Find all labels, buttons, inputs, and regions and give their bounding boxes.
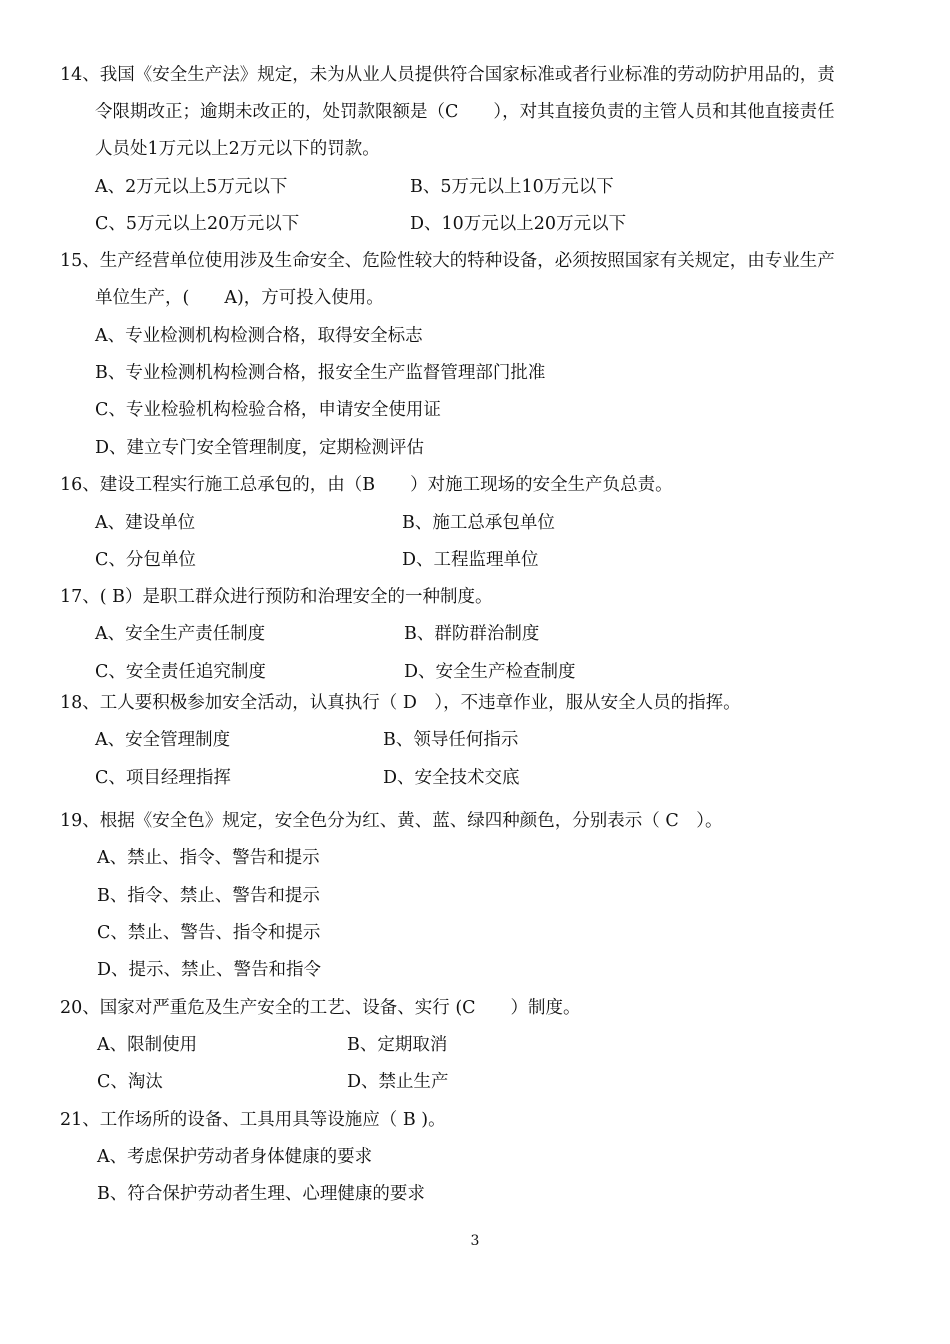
question-16-option-a: A、建设单位 [95, 513, 196, 533]
question-21-line-1: 21、工作场所的设备、工具用具等设施应（ B )。 [60, 1110, 446, 1130]
question-15-line-2: 单位生产，( A)，方可投入使用。 [95, 288, 384, 308]
question-17-option-d: D、安全生产检查制度 [404, 662, 576, 682]
question-15-option-a: A、专业检测机构检测合格，取得安全标志 [95, 326, 423, 346]
question-17-option-b: B、群防群治制度 [404, 624, 540, 644]
question-18-option-b: B、领导任何指示 [383, 730, 519, 750]
question-14-option-b: B、5万元以上10万元以下 [410, 177, 614, 197]
question-18-option-c: C、项目经理指挥 [95, 768, 231, 788]
page-number: 3 [470, 1233, 480, 1249]
question-20-option-a: A、限制使用 [97, 1035, 198, 1055]
question-19-line-1: 19、根据《安全色》规定，安全色分为红、黄、蓝、绿四种颜色，分别表示（ C ）。 [60, 811, 723, 831]
question-14-option-a: A、2万元以上5万元以下 [95, 177, 288, 197]
question-14-option-d: D、10万元以上20万元以下 [410, 214, 627, 234]
question-18-line-1: 18、工人要积极参加安全活动，认真执行（ D ），不违章作业，服从安全人员的指挥。 [60, 693, 741, 713]
question-19-option-b: B、指令、禁止、警告和提示 [97, 886, 320, 906]
question-21-option-a: A、考虑保护劳动者身体健康的要求 [97, 1147, 373, 1167]
question-20-option-d: D、禁止生产 [347, 1072, 449, 1092]
question-20-option-c: C、淘汰 [97, 1072, 163, 1092]
question-14-line-2: 令限期改正；逾期未改正的，处罚款限额是（C ），对其直接负责的主管人员和其他直接责任 [95, 102, 835, 122]
question-16-option-b: B、施工总承包单位 [402, 513, 555, 533]
question-19-option-d: D、提示、禁止、警告和指令 [97, 960, 322, 980]
question-14-line-3: 人员处1万元以上2万元以下的罚款。 [95, 139, 380, 159]
question-21-option-b: B、符合保护劳动者生理、心理健康的要求 [97, 1184, 425, 1204]
question-19-option-a: A、禁止、指令、警告和提示 [97, 848, 320, 868]
question-16-option-c: C、分包单位 [95, 550, 196, 570]
question-15-option-c: C、专业检验机构检验合格，申请安全使用证 [95, 400, 441, 420]
question-20-option-b: B、定期取消 [347, 1035, 448, 1055]
question-14-line-1: 14、我国《安全生产法》规定，未为从业人员提供符合国家标准或者行业标准的劳动防护用品的，责 [60, 65, 835, 85]
question-19-option-c: C、禁止、警告、指令和提示 [97, 923, 321, 943]
question-18-option-a: A、安全管理制度 [95, 730, 231, 750]
question-16-line-1: 16、建设工程实行施工总承包的，由（B ）对施工现场的安全生产负总责。 [60, 475, 673, 495]
question-20-line-1: 20、国家对严重危及生产安全的工艺、设备、实行 (C ）制度。 [60, 998, 581, 1018]
question-18-option-d: D、安全技术交底 [383, 768, 520, 788]
question-17-option-a: A、安全生产责任制度 [95, 624, 266, 644]
question-14-option-c: C、5万元以上20万元以下 [95, 214, 300, 234]
question-15-option-d: D、建立专门安全管理制度，定期检测评估 [95, 438, 425, 458]
question-15-line-1: 15、生产经营单位使用涉及生命安全、危险性较大的特种设备，必须按照国家有关规定，由专业生产 [60, 251, 835, 271]
question-17-line-1: 17、( B）是职工群众进行预防和治理安全的一种制度。 [60, 587, 493, 607]
question-17-option-c: C、安全责任追究制度 [95, 662, 266, 682]
question-15-option-b: B、专业检测机构检测合格，报安全生产监督管理部门批准 [95, 363, 546, 383]
question-16-option-d: D、工程监理单位 [402, 550, 539, 570]
